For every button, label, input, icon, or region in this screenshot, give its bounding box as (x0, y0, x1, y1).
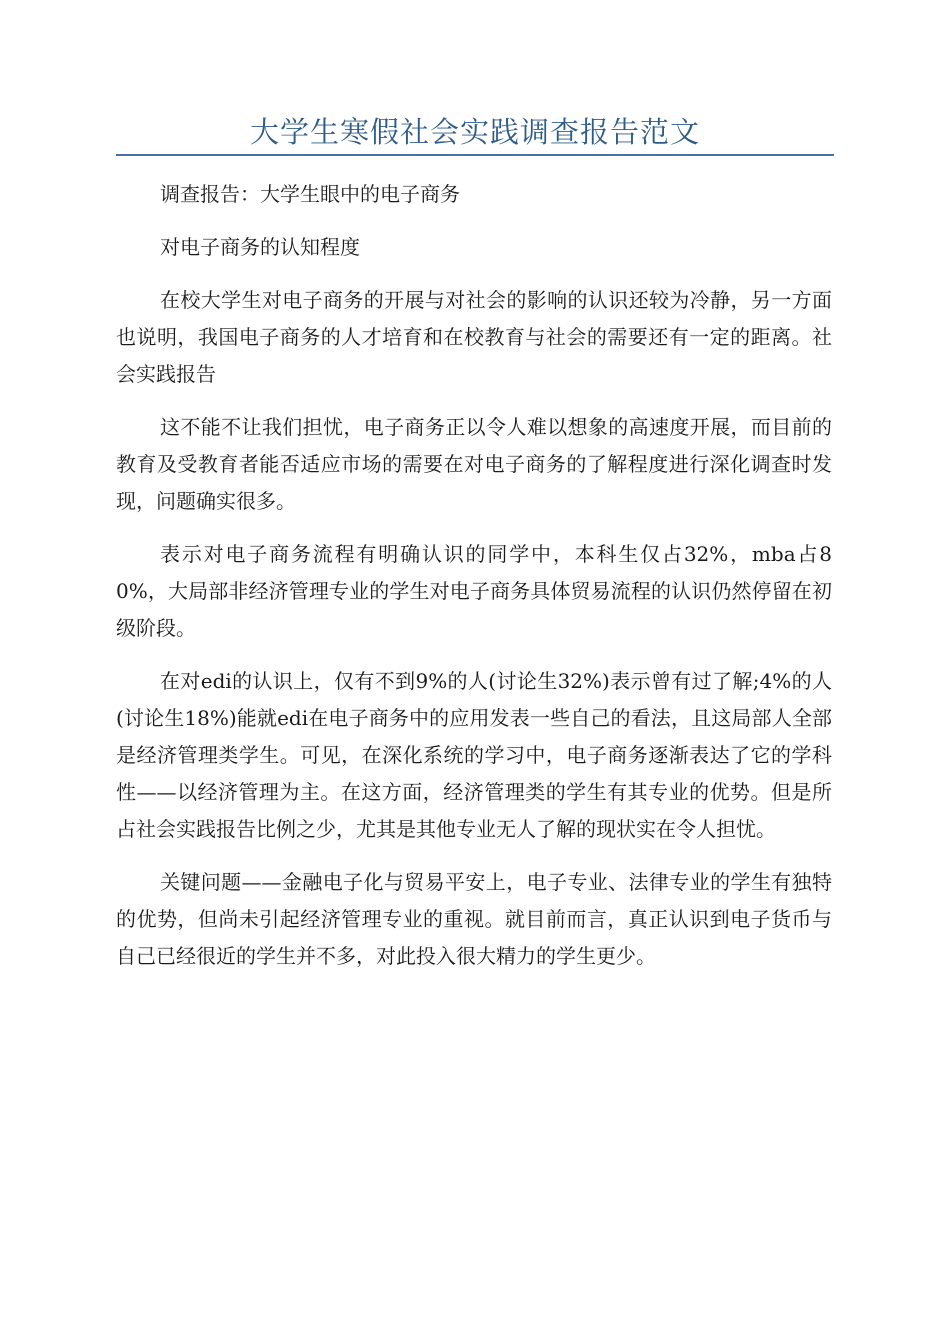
paragraph: 关键问题——金融电子化与贸易平安上，电子专业、法律专业的学生有独特的优势，但尚未引起经济管理专业的重视。就目前而言，真正认识到电子货币与自己已经很近的学生并不多，对此投入很大精力的学生更少。 (116, 870, 832, 968)
paragraph-heading: 对电子商务的认知程度 (160, 235, 360, 259)
paragraph: 这不能不让我们担忧，电子商务正以令人难以想象的高速度开展，而目前的教育及受教育者能否适应市场的需要在对电子商务的了解程度进行深化调查时发现，问题确实很多。 (116, 415, 832, 513)
title-underline (116, 154, 834, 156)
paragraph: 在对edi的认识上，仅有不到9%的人(讨论生32%)表示曾有过了解;4%的人(讨论生18%)能就edi在电子商务中的应用发表一些自己的看法，且这局部人全部是经济管理类学生。可见，在深化系统的学习中，电子商务逐渐表达了它的学科性——以经济管理为主。在这方面，经济管理类的学生有其专业的优势。但是所占社会实践报告比例之少，尤其是其他专业无人了解的现状实在令人担忧。 (116, 669, 832, 841)
paragraph: 表示对电子商务流程有明确认识的同学中，本科生仅占32%，mba占80%，大局部非经济管理专业的学生对电子商务具体贸易流程的认识仍然停留在初级阶段。 (116, 542, 832, 640)
paragraph: 在校大学生对电子商务的开展与对社会的影响的认识还较为冷静，另一方面也说明，我国电子商务的人才培育和在校教育与社会的需要还有一定的距离。社会实践报告 (116, 288, 832, 386)
paragraph-subtitle: 调查报告：大学生眼中的电子商务 (160, 182, 460, 206)
document-body (116, 176, 832, 991)
document-title: 大学生寒假社会实践调查报告范文 (249, 115, 700, 149)
